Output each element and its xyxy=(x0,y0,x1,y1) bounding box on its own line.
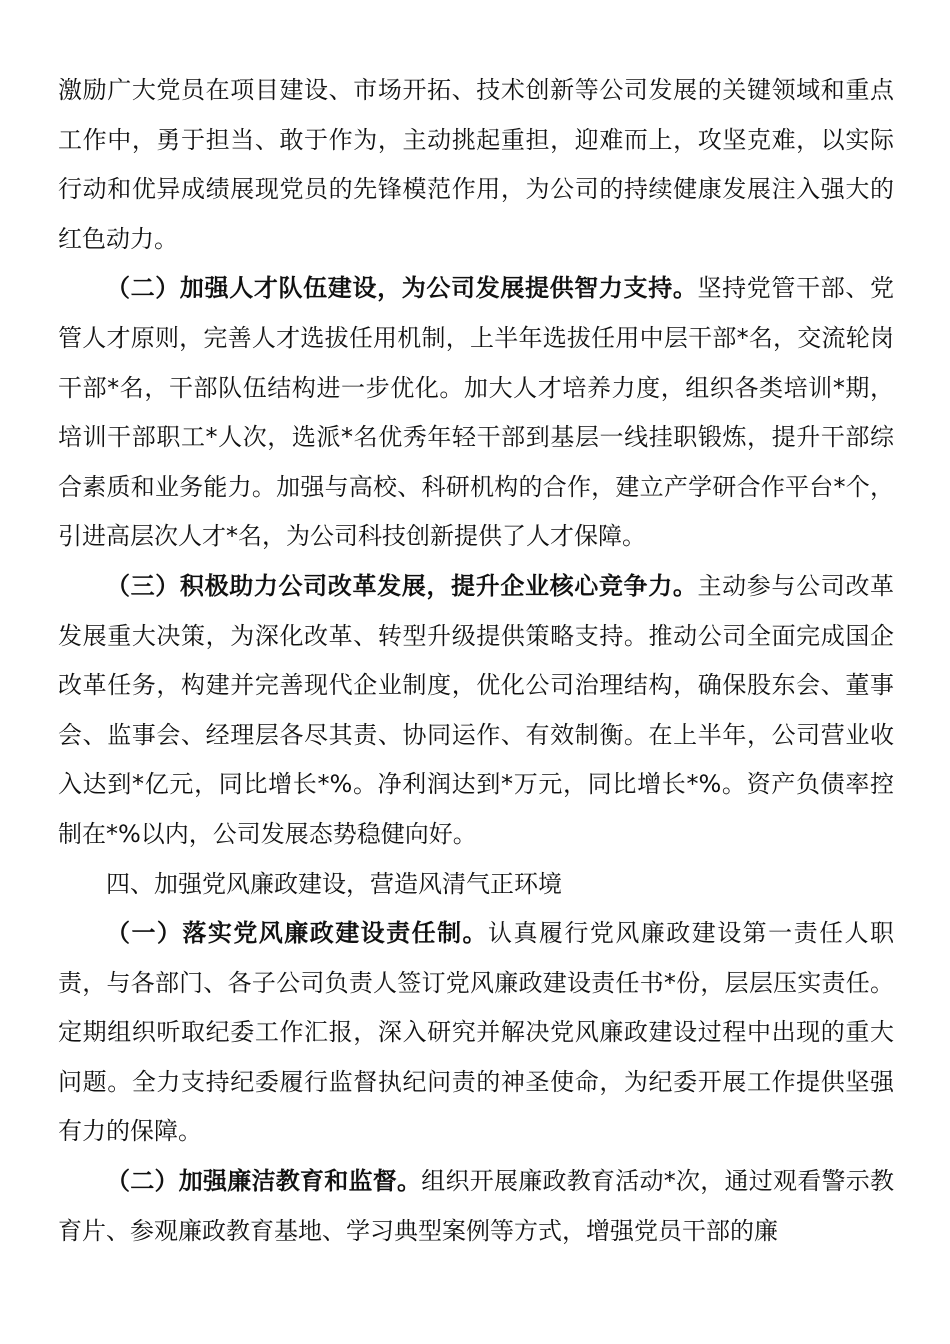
paragraph-reform-development xyxy=(58,562,894,860)
paragraph-text: 认真履行党风廉政建设第一责任人职责，与各部门、各子公司负责人签订党风廉政建设责任书*份，层层压实责任。定期组织听取纪委工作汇报，深入研究并解决党风廉政建设过程中出现的重大问题。全力支持纪委履行监督执纪问责的神圣使命，为纪委开展工作提供坚强有力的保障。 xyxy=(58,919,894,1146)
paragraph-text: 激励广大党员在项目建设、市场开拓、技术创新等公司发展的关键领域和重点工作中，勇于担当、敢于作为，主动挑起重担，迎难而上，攻坚克难，以实际行动和优异成绩展现党员的先锋模范作用，为公司的持续健康发展注入强大的红色动力。 xyxy=(58,76,894,253)
paragraph-text: 主动参与公司改革发展重大决策，为深化改革、转型升级提供策略支持。推动公司全面完成国企改革任务，构建并完善现代企业制度，优化公司治理结构，确保股东会、董事会、监事会、经理层各尽其责、协同运作、有效制衡。在上半年，公司营业收入达到*亿元，同比增长*%。净利润达到*万元，同比增长*%。资产负债率控制在*%以内，公司发展态势稳健向好。 xyxy=(58,571,894,848)
section-heading-text: 四、加强党风廉政建设，营造风清气正环境 xyxy=(106,869,562,898)
paragraph-integrity-education xyxy=(58,1157,894,1256)
paragraph-lead-heading: （三）积极助力公司改革发展，提升企业核心竞争力。 xyxy=(106,571,698,600)
paragraph-text: 坚持党管干部、党管人才原则，完善人才选拔任用机制，上半年选拔任用中层干部*名，交流轮岗干部*名，干部队伍结构进一步优化。加大人才培养力度，组织各类培训*期，培训干部职工*人次，选派*名优秀年轻干部到基层一线挂职锻炼，提升干部综合素质和业务能力。加强与高校、科研机构的合作，建立产学研合作平台*个，引进高层次人才*名，为公司科技创新提供了人才保障。 xyxy=(58,274,894,551)
paragraph-talent-team xyxy=(58,264,894,562)
paragraph-continuation xyxy=(58,66,894,264)
paragraph-responsibility-system xyxy=(58,909,894,1157)
paragraph-lead-heading: （二）加强廉洁教育和监督。 xyxy=(106,1167,422,1196)
section-heading xyxy=(58,860,894,910)
document-body xyxy=(58,66,894,1256)
paragraph-text: 组织开展廉政教育活动*次，通过观看警示教育片、参观廉政教育基地、学习典型案例等方式，增强党员干部的廉 xyxy=(58,1167,894,1245)
paragraph-lead-heading: （一）落实党风廉政建设责任制。 xyxy=(106,919,488,948)
paragraph-lead-heading: （二）加强人才队伍建设，为公司发展提供智力支持。 xyxy=(106,274,698,303)
